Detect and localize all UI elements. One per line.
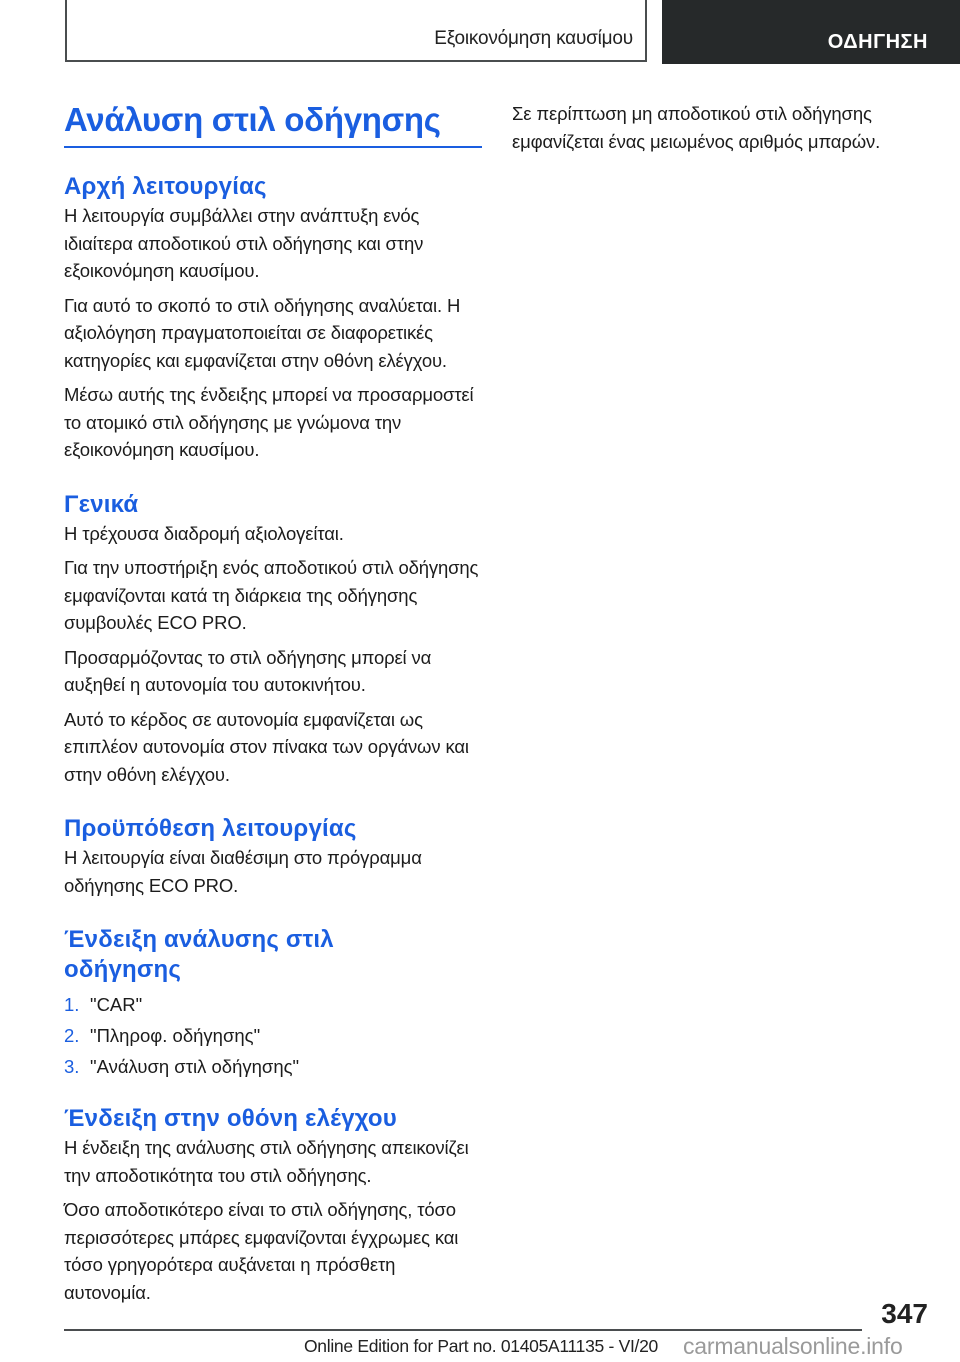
paragraph: Σε περίπτωση μη αποδοτικού στιλ οδήγησης εμφανίζεται ένας μειωμένος αριθμός μπαρών.: [512, 103, 881, 152]
header-chapter-tab: [662, 0, 960, 64]
step-text: "Ανάλυση στιλ οδήγησης": [90, 1056, 300, 1077]
header-section-tab: [65, 0, 647, 62]
page-title: Ανάλυση στιλ οδήγησης: [64, 100, 482, 148]
header-section-label: Εξοικονόμηση καυσίμου: [434, 28, 633, 49]
edition-info: Online Edition for Part no. 01405A11135 - VI/20: [304, 1336, 658, 1356]
steps-list: [64, 989, 482, 1082]
footer-divider: [64, 1329, 862, 1331]
paragraph: Η λειτουργία συμβάλλει στην ανάπτυξη ενός ιδιαίτερα αποδοτικού στιλ οδήγησης και στην εξοικονόμηση καυσίμου.: [64, 205, 424, 281]
paragraph: Η τρέχουσα διαδρομή αξιολογείται.: [64, 522, 344, 544]
section-heading-general: Γενικά: [64, 490, 139, 518]
step-item: [64, 1020, 482, 1051]
step-number: 1.: [64, 994, 80, 1015]
section-heading-display-analysis: Ένδειξη ανάλυσης στιλ οδήγησης: [64, 926, 334, 983]
step-number: 3.: [64, 1056, 80, 1077]
header-chapter-label: ΟΔΗΓΗΣΗ: [827, 31, 928, 53]
section-heading-principle: Αρχή λειτουργίας: [64, 173, 267, 200]
paragraph: Μέσω αυτής της ένδειξης μπορεί να προσαρμοστεί το ατομικό στιλ οδήγησης με γνώμονα την εξοικονόμηση καυσίμου.: [64, 384, 474, 460]
step-item: [64, 989, 482, 1020]
right-column: [512, 100, 932, 155]
section-heading-control-display: Ένδειξη στην οθόνη ελέγχου: [64, 1105, 397, 1132]
paragraph: Αυτό το κέρδος σε αυτονομία εμφανίζεται ως επιπλέον αυτονομία στον πίνακα των οργάνων και στην οθόνη ελέγχου.: [64, 708, 469, 785]
watermark: carmanualsonline.info: [683, 1333, 903, 1359]
step-item: [64, 1051, 482, 1082]
step-text: "CAR": [90, 994, 143, 1015]
paragraph: Προσαρμόζοντας το στιλ οδήγησης μπορεί να αυξηθεί η αυτονομία του αυτοκινήτου.: [64, 646, 432, 695]
step-number: 2.: [64, 1025, 80, 1046]
section-heading-requirement: Προϋπόθεση λειτουργίας: [64, 815, 357, 842]
paragraph: Όσο αποδοτικότερο είναι το στιλ οδήγησης, τόσο περισσότερες μπάρες εμφανίζονται έγχρωμες και τόσο γρηγορότερα αυξάνεται η πρόσθετη αυτονομία.: [64, 1199, 459, 1303]
page-number: 347: [881, 1298, 928, 1329]
paragraph: Η ένδειξη της ανάλυσης στιλ οδήγησης απεικονίζει την αποδοτικότητα του στιλ οδήγησης.: [64, 1137, 469, 1186]
step-text: "Πληροφ. οδήγησης": [90, 1025, 261, 1046]
paragraph: Η λειτουργία είναι διαθέσιμη στο πρόγραμμα οδήγησης ECO PRO.: [64, 847, 422, 896]
paragraph: Για την υποστήριξη ενός αποδοτικού στιλ οδήγησης εμφανίζονται κατά τη διάρκεια της οδήγησης συμβουλές ECO PRO.: [64, 557, 479, 633]
paragraph: Για αυτό το σκοπό το στιλ οδήγησης αναλύεται. Η αξιολόγηση πραγματοποιείται σε διαφορετικές κατηγορίες και εμφανίζεται στην οθόνη ελέγχου.: [64, 294, 461, 371]
left-column: [64, 100, 482, 1306]
